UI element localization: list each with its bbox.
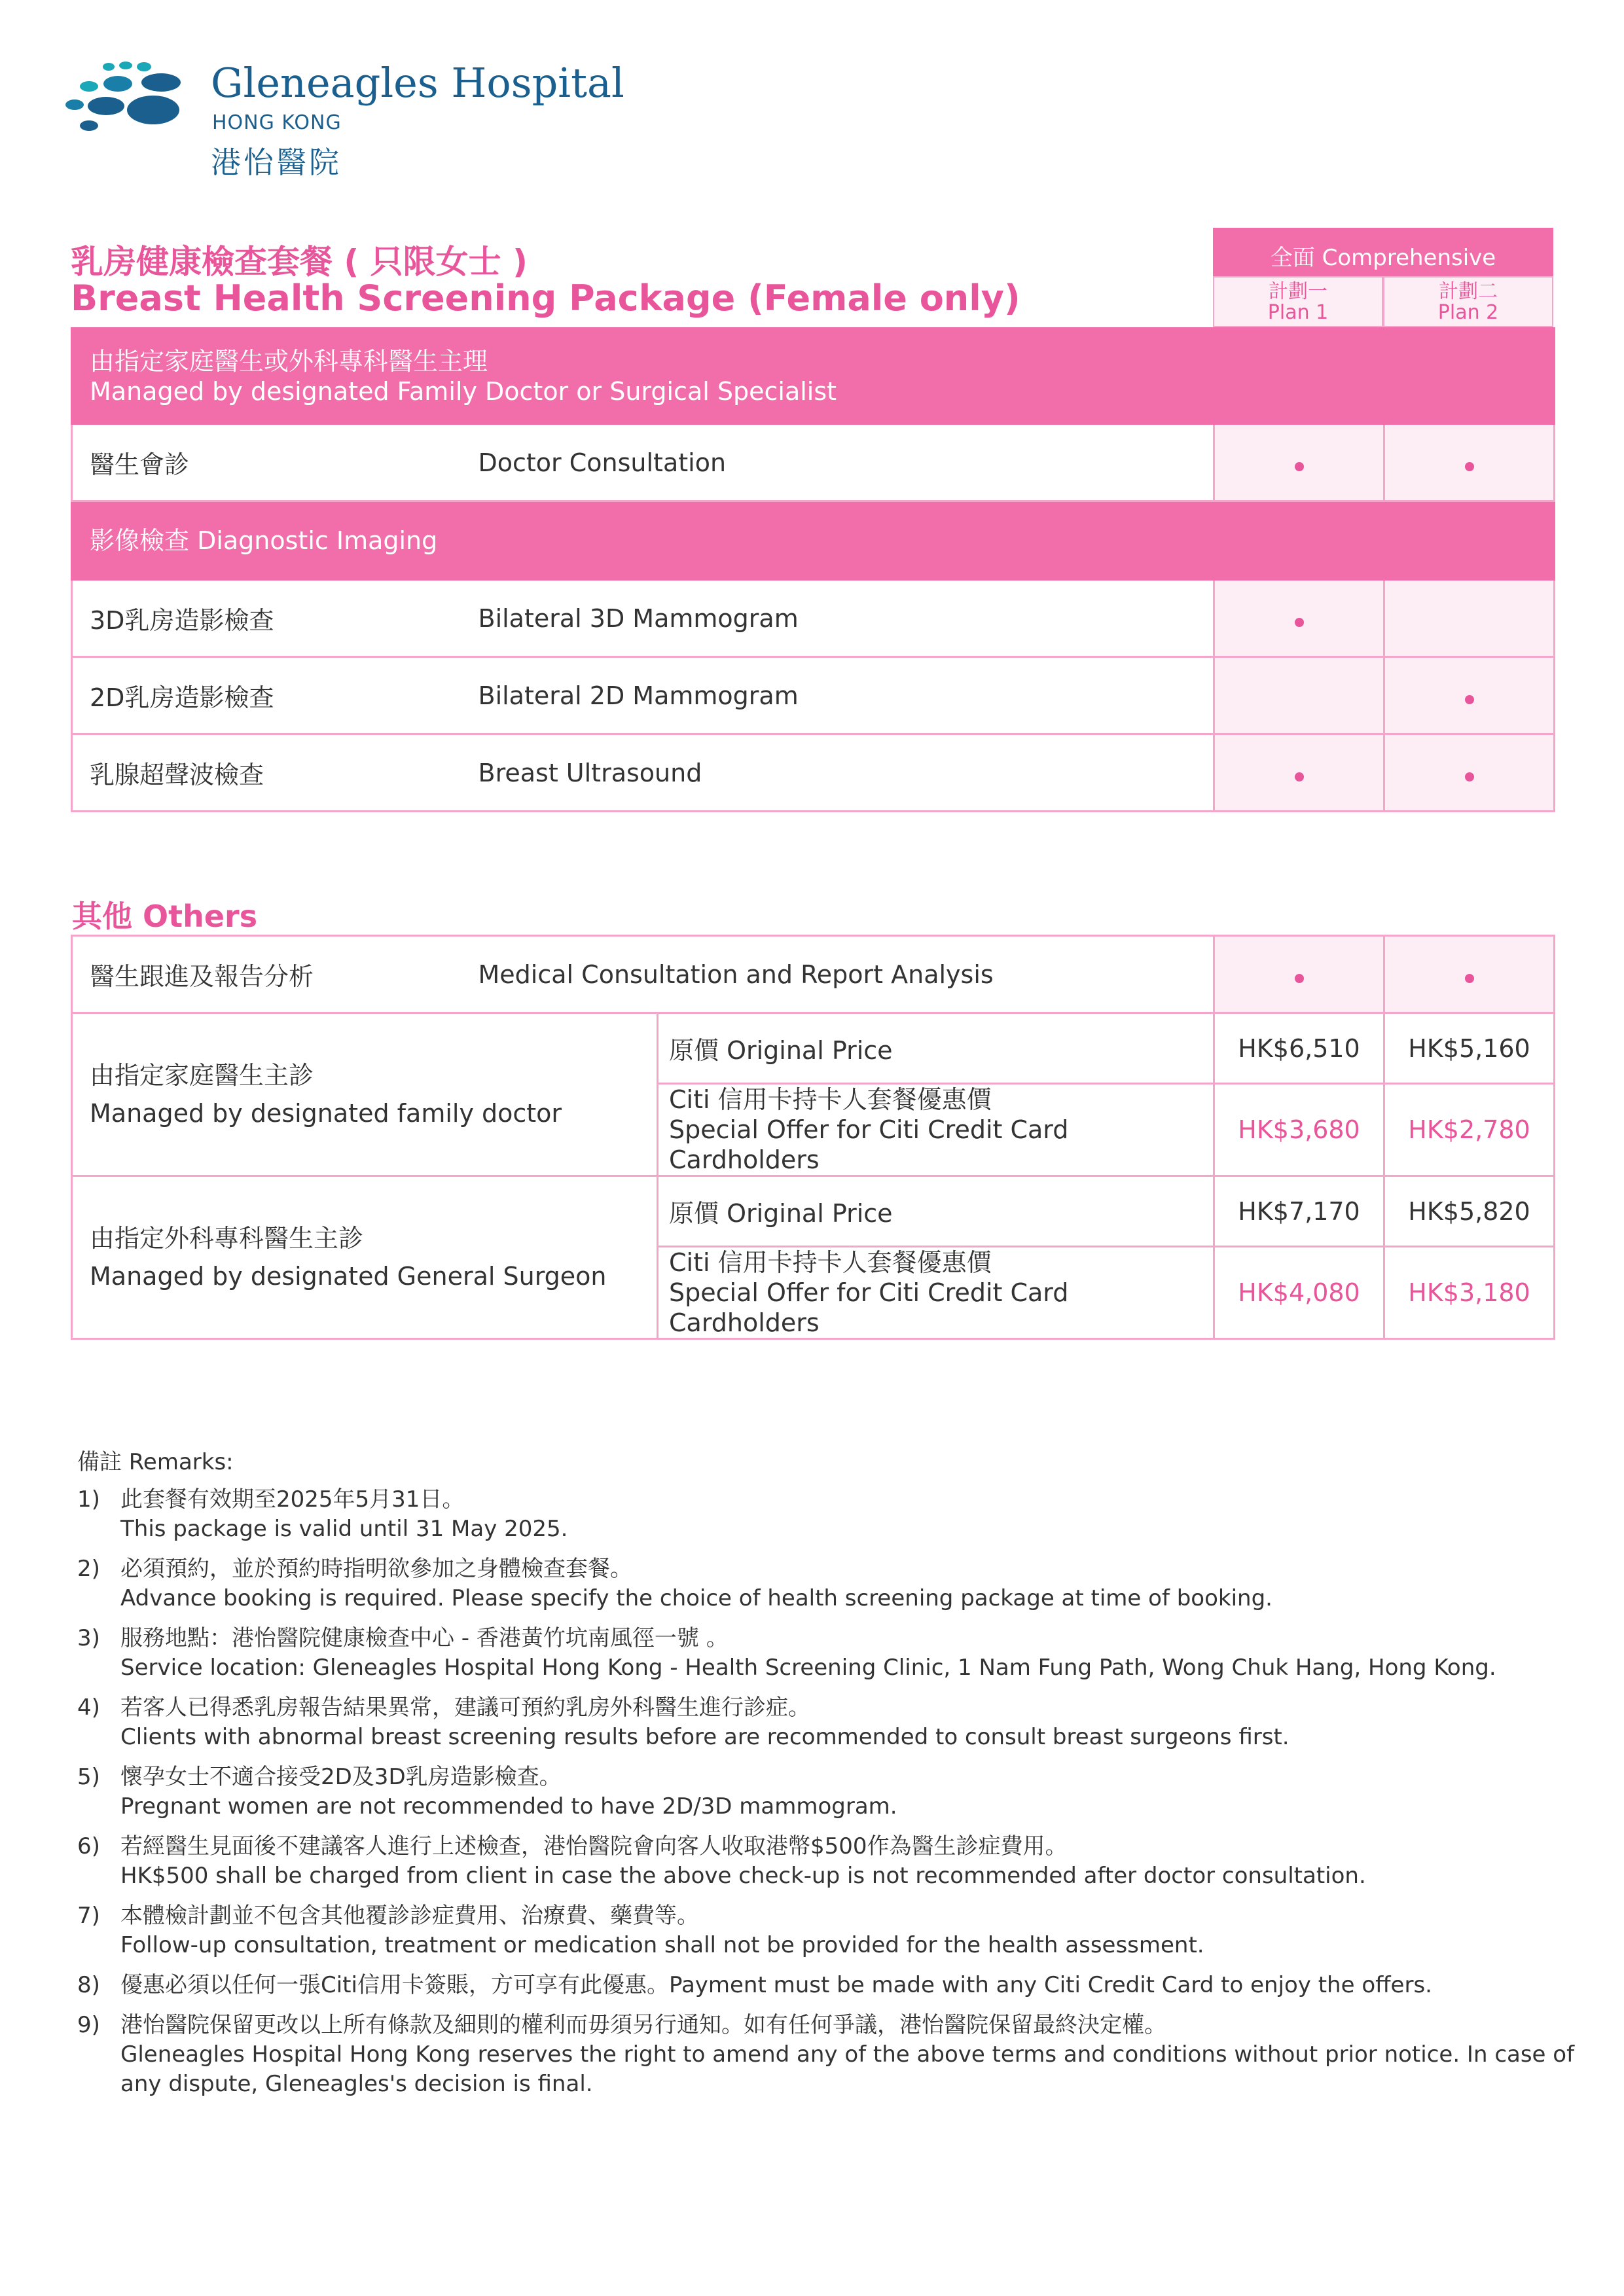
service-cn: 3D乳房造影檢查 (72, 580, 461, 657)
remark-number: 4) (77, 1695, 100, 1721)
service-cn: 乳腺超聲波檢查 (72, 734, 461, 812)
plan-1-offer-price: HK$3,680 (1214, 1084, 1384, 1176)
remark-cn: 若客人已得悉乳房報告結果異常，建議可預約乳房外科醫生進行診症。 (120, 1695, 810, 1721)
plan-2-included (1384, 424, 1555, 501)
plan-1-offer-price: HK$4,080 (1214, 1247, 1384, 1339)
remark-en: HK$500 shall be charged from client in case the above check-up is not recommended after doctor consultation. (120, 1863, 1366, 1889)
doctor-type-en: Managed by designated General Surgeon (90, 1262, 607, 1291)
remark-en: This package is valid until 31 May 2025. (120, 1516, 568, 1542)
plan-2-header (1383, 276, 1553, 327)
remark-cn: 必須預約，並於預約時指明欲參加之身體檢查套餐。 (120, 1556, 632, 1582)
plan-2-cn: 計劃二 (1439, 280, 1498, 303)
bullet-dot-icon (1465, 974, 1474, 983)
consult-en: Doctor Consultation (461, 424, 1214, 501)
remark-en: Pregnant women are not recommended to have 2D/3D mammogram. (120, 1793, 897, 1820)
doctor-type-cn: 由指定外科專科醫生主診 (90, 1224, 364, 1253)
remark-number: 1) (77, 1486, 100, 1513)
citi-offer-label (658, 1084, 1214, 1176)
plan-2-included (1384, 734, 1555, 812)
remark-cn: 若經醫生見面後不建議客人進行上述檢查，港怡醫院會向客人收取港幣$500作為醫生診症費用。 (120, 1833, 1068, 1859)
remark-number: 7) (77, 1903, 100, 1929)
managed-by-band (72, 329, 1555, 424)
package-title-cn: 乳房健康檢查套餐 ( 只限女士 ) (71, 243, 528, 281)
remark-number: 5) (77, 1764, 100, 1790)
plan-1-cn: 計劃一 (1269, 280, 1327, 303)
plan-2-en: Plan 2 (1437, 301, 1499, 324)
table-row (72, 936, 1555, 1013)
table-row (72, 501, 1555, 580)
doctor-type (72, 1013, 658, 1176)
logo-dots-icon (63, 59, 194, 137)
remark-item (77, 1554, 1583, 1613)
bullet-dot-icon (1295, 974, 1304, 983)
package-title-en: Breast Health Screening Package (Female only) (71, 278, 1020, 319)
plan-1-included (1214, 580, 1384, 657)
service-en: Bilateral 2D Mammogram (461, 657, 1214, 734)
plan-1-header (1213, 276, 1383, 327)
remark-en: Service location: Gleneagles Hospital Hong Kong - Health Screening Clinic, 1 Nam Fung Path, Wong Chuk Hang, Hong Kong. (120, 1655, 1496, 1681)
plan-2-included (1384, 936, 1555, 1013)
managed-by-en: Managed by designated Family Doctor or Surgical Specialist (90, 376, 837, 406)
table-row (72, 580, 1555, 657)
table-row (72, 424, 1555, 501)
remark-number: 3) (77, 1625, 100, 1651)
citi-offer-label (658, 1247, 1214, 1339)
imaging-band: 影像檢查 Diagnostic Imaging (72, 501, 1555, 580)
plan-2-original-price: HK$5,820 (1384, 1176, 1555, 1247)
plan-2-included (1384, 657, 1555, 734)
logo-name: Gleneagles Hospital (211, 59, 624, 107)
plan-2-original-price: HK$5,160 (1384, 1013, 1555, 1084)
remark-cn: 優惠必須以任何一張Citi信用卡簽賬，方可享有此優惠。Payment must be made with any Citi Credit Card to enjoy the offers. (120, 1972, 1432, 1998)
service-en: Bilateral 3D Mammogram (461, 580, 1214, 657)
remark-cn: 本體檢計劃並不包含其他覆診診症費用、治療費、藥費等。 (120, 1903, 699, 1929)
hospital-logo (63, 59, 652, 190)
bullet-dot-icon (1295, 462, 1304, 471)
bullet-dot-icon (1295, 772, 1304, 781)
report-en: Medical Consultation and Report Analysis (461, 936, 1214, 1013)
citi-offer-cn: Citi 信用卡持卡人套餐優惠價 (669, 1248, 992, 1277)
citi-offer-en: Special Offer for Citi Credit Card Cardholders (669, 1278, 1069, 1337)
original-price-label: 原價 Original Price (658, 1013, 1214, 1084)
remark-en: Gleneagles Hospital Hong Kong reserves the right to amend any of the above terms and conditions without prior notice. In case of any dispute, Gleneagles's decision is final. (120, 2041, 1575, 2097)
plan-1-original-price: HK$6,510 (1214, 1013, 1384, 1084)
remark-item (77, 1693, 1583, 1752)
plan-2-offer-price: HK$3,180 (1384, 1247, 1555, 1339)
remark-en: Clients with abnormal breast screening results before are recommended to consult breast surgeons first. (120, 1724, 1290, 1750)
main-services-table (71, 327, 1555, 812)
remark-item (77, 1485, 1583, 1544)
doctor-type-cn: 由指定家庭醫生主診 (90, 1061, 314, 1090)
remark-item (77, 1832, 1583, 1891)
remark-item (77, 2011, 1583, 2099)
remark-number: 8) (77, 1972, 100, 1998)
table-row (72, 734, 1555, 812)
remarks-section (77, 1444, 1583, 2109)
logo-chinese-name: 港怡醫院 (211, 145, 342, 180)
plan-1-included (1214, 424, 1384, 501)
table-row (72, 329, 1555, 424)
doctor-type (72, 1176, 658, 1339)
plan-header-comprehensive: 全面 Comprehensive (1213, 228, 1553, 276)
table-row (72, 1013, 1555, 1084)
remark-en: Advance booking is required. Please specify the choice of health screening package at time of booking. (120, 1585, 1272, 1611)
remark-cn: 港怡醫院保留更改以上所有條款及細則的權利而毋須另行通知。如有任何爭議，港怡醫院保留最終決定權。 (120, 2012, 1166, 2038)
remark-number: 9) (77, 2012, 100, 2038)
plan-2-offer-price: HK$2,780 (1384, 1084, 1555, 1176)
remark-item (77, 1901, 1583, 1960)
citi-offer-cn: Citi 信用卡持卡人套餐優惠價 (669, 1085, 992, 1114)
plan-1-en: Plan 1 (1267, 301, 1329, 324)
bullet-dot-icon (1465, 695, 1474, 704)
service-en: Breast Ultrasound (461, 734, 1214, 812)
table-row (72, 1176, 1555, 1247)
remark-cn: 此套餐有效期至2025年5月31日。 (120, 1486, 465, 1513)
others-title: 其他 Others (72, 899, 258, 934)
remark-number: 2) (77, 1556, 100, 1582)
plan-1-original-price: HK$7,170 (1214, 1176, 1384, 1247)
remark-item (77, 1971, 1583, 2000)
remark-cn: 服務地點：港怡醫院健康檢查中心 - 香港黃竹坑南風徑一號 。 (120, 1625, 729, 1651)
table-row (72, 657, 1555, 734)
plan-1-included (1214, 936, 1384, 1013)
service-cn: 2D乳房造影檢查 (72, 657, 461, 734)
others-pricing-table (71, 935, 1555, 1340)
plan-2-empty (1384, 580, 1555, 657)
plan-header (1213, 228, 1553, 327)
report-cn: 醫生跟進及報告分析 (72, 936, 461, 1013)
bullet-dot-icon (1295, 618, 1304, 627)
remark-en: Follow-up consultation, treatment or medication shall not be provided for the health assessment. (120, 1932, 1204, 1958)
plan-1-empty (1214, 657, 1384, 734)
bullet-dot-icon (1465, 772, 1474, 781)
original-price-label: 原價 Original Price (658, 1176, 1214, 1247)
remarks-heading: 備註 Remarks: (77, 1449, 234, 1475)
managed-by-cn: 由指定家庭醫生或外科專科醫生主理 (90, 346, 488, 376)
remark-item (77, 1624, 1583, 1683)
consult-cn: 醫生會診 (72, 424, 461, 501)
remark-number: 6) (77, 1833, 100, 1859)
plan-1-included (1214, 734, 1384, 812)
citi-offer-en: Special Offer for Citi Credit Card Cardholders (669, 1115, 1069, 1174)
remark-cn: 懷孕女士不適合接受2D及3D乳房造影檢查。 (120, 1764, 562, 1790)
doctor-type-en: Managed by designated family doctor (90, 1099, 562, 1128)
bullet-dot-icon (1465, 462, 1474, 471)
remark-item (77, 1763, 1583, 1821)
logo-sub: HONG KONG (212, 111, 342, 134)
